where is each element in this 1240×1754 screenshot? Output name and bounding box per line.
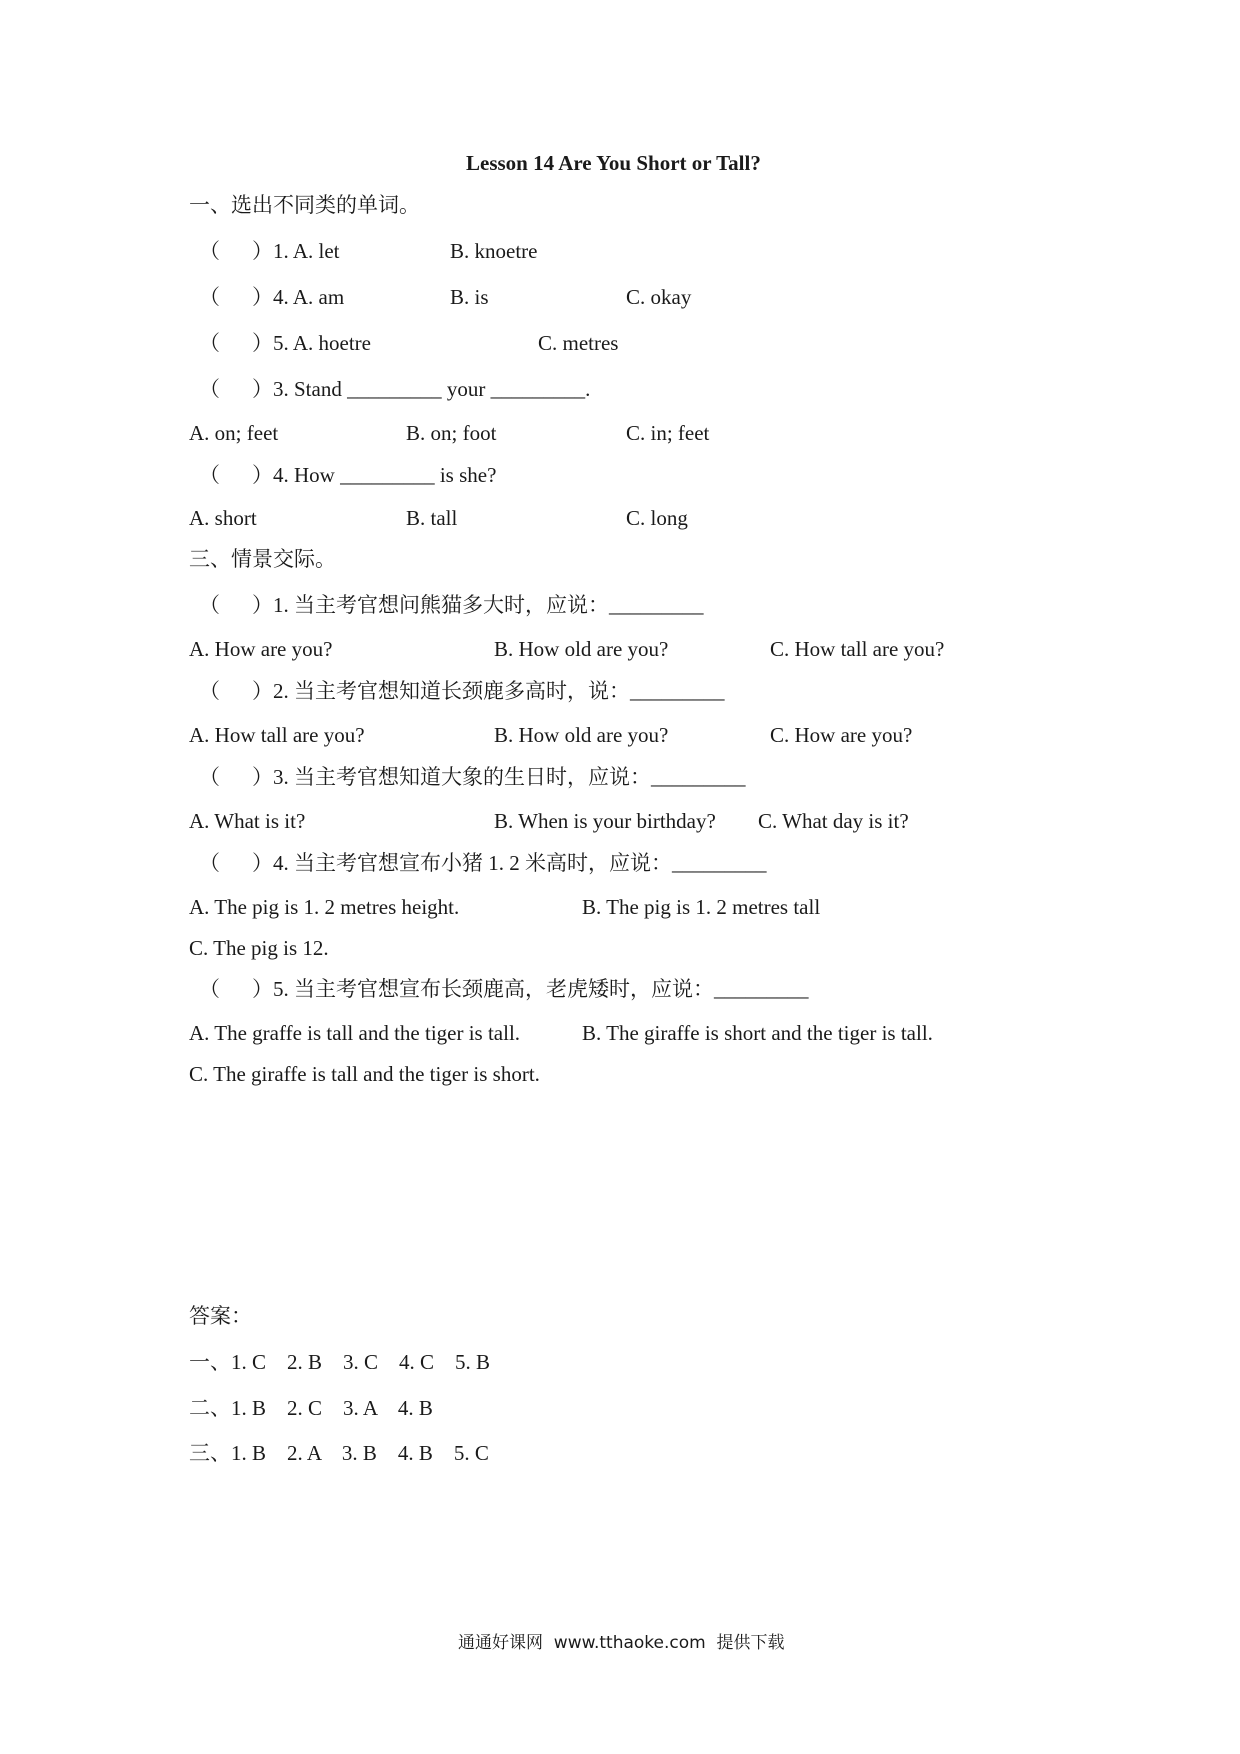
option-a: A. How tall are you?: [189, 723, 365, 747]
option-b: B. knoetre: [450, 239, 538, 263]
option-b: B. When is your birthday?: [494, 809, 716, 833]
option-b: B. on; foot: [406, 421, 497, 445]
question-text: ）3. Stand _________ your _________.: [252, 377, 591, 401]
paren-open: （: [199, 593, 220, 617]
option-b: B. How old are you?: [494, 637, 669, 661]
paren-open: （: [199, 331, 220, 355]
option-a: A. The graffe is tall and the tiger is tall.: [189, 1021, 521, 1045]
option-c: C. How are you?: [770, 723, 913, 747]
question-text: ）4. 当主考官想宣布小猪 1. 2 米高时，应说：_________: [252, 851, 767, 875]
question-text: ）1. 当主考官想问熊猫多大时，应说：_________: [252, 593, 704, 617]
page-title: Lesson 14 Are You Short or Tall?: [466, 151, 761, 175]
option-a: A. The pig is 1. 2 metres height.: [189, 895, 460, 919]
option-a: A. short: [189, 506, 257, 530]
paren-open: （: [199, 679, 220, 703]
paren-open: （: [199, 377, 220, 401]
option-c: C. in; feet: [626, 421, 710, 445]
footer-credit: 通通好课网 www.tthaoke.com 提供下载: [458, 1633, 785, 1653]
paren-open: （: [199, 463, 220, 487]
answers-line-2: 二、1. B 2. C 3. A 4. B: [189, 1396, 433, 1420]
option-c: C. How tall are you?: [770, 637, 945, 661]
answers-heading: 答案：: [189, 1304, 252, 1328]
option-c: C. long: [626, 506, 688, 530]
option-b: B. tall: [406, 506, 458, 530]
answers-line-3: 三、1. B 2. A 3. B 4. B 5. C: [189, 1441, 489, 1465]
option-c: C. metres: [538, 331, 619, 355]
question-text: ）2. 当主考官想知道长颈鹿多高时，说：_________: [252, 679, 725, 703]
question-text: ）4. A. am: [252, 285, 345, 309]
question-text: ）5. 当主考官想宣布长颈鹿高，老虎矮时，应说：_________: [252, 977, 809, 1001]
question-text: ）1. A. let: [252, 239, 340, 263]
option-a: A. on; feet: [189, 421, 279, 445]
option-c: C. okay: [626, 285, 692, 309]
option-b: B. The giraffe is short and the tiger is tall.: [582, 1021, 933, 1045]
answers-line-1: 一、1. C 2. B 3. C 4. C 5. B: [189, 1350, 491, 1374]
paren-open: （: [199, 285, 220, 309]
paren-open: （: [199, 851, 220, 875]
option-c: C. What day is it?: [758, 809, 909, 833]
paren-open: （: [199, 765, 220, 789]
option-a: A. How are you?: [189, 637, 333, 661]
option-a: A. What is it?: [189, 809, 306, 833]
paren-open: （: [199, 977, 220, 1001]
section3-heading: 三、情景交际。: [189, 547, 336, 571]
option-b: B. How old are you?: [494, 723, 669, 747]
paren-open: （: [199, 239, 220, 263]
section1-heading: 一、选出不同类的单词。: [189, 193, 420, 217]
question-text: ）5. A. hoetre: [252, 331, 371, 355]
option-b: B. The pig is 1. 2 metres tall: [582, 895, 821, 919]
section3-q4-option-c: C. The pig is 12.: [189, 936, 329, 960]
question-text: ）3. 当主考官想知道大象的生日时，应说：_________: [252, 765, 746, 789]
question-text: ）4. How _________ is she?: [252, 463, 497, 487]
option-b: B. is: [450, 285, 489, 309]
section3-q5-option-c: C. The giraffe is tall and the tiger is short.: [189, 1062, 540, 1086]
